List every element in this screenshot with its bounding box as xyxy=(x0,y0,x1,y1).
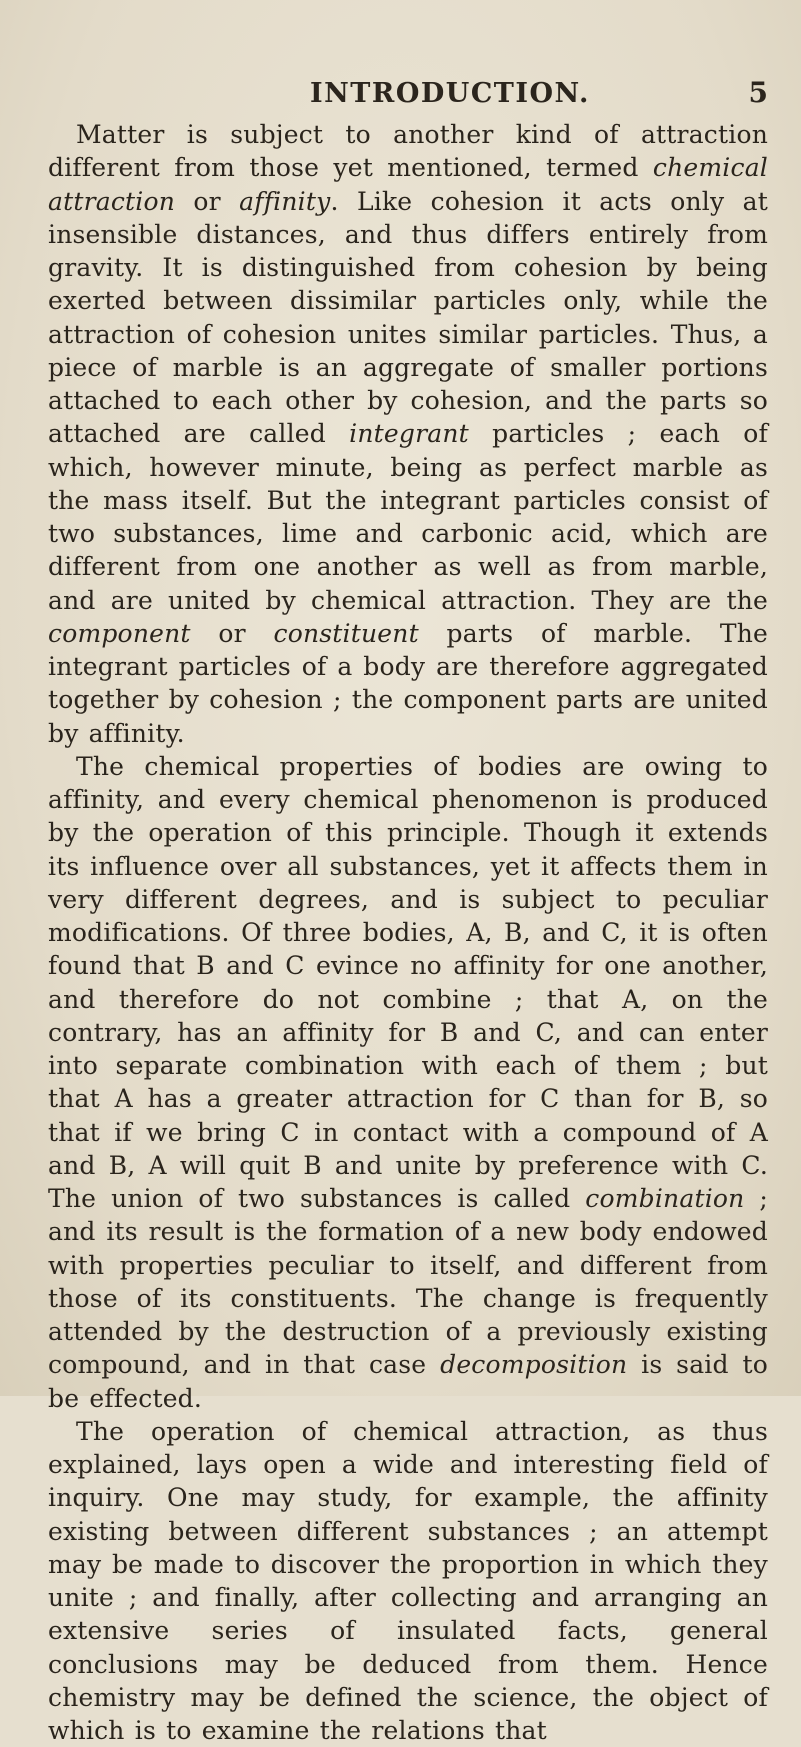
text-segment: The operation of chemical attraction, as thus explained, lays open a wide and interesting field of inquiry. One may study, for example, the affinity existing between different substances ; an attempt may be made to discover the proportion in which they unite ; and finally, after collecting and arranging an extensive series of insulated facts, general conclusions may be deduced from them. Hence chemistry may be defined the science, the object of which is to examine the relations that xyxy=(48,1416,768,1745)
text-segment: is said to be effected. xyxy=(48,1350,768,1413)
page-number: 5 xyxy=(748,76,768,109)
text-segment: ; and its result is the formation of a new body endowed with properties peculiar to itself, and different from those of its constituents. The change is frequently attended by the destruction of a previously existing compound, and in that case xyxy=(48,1184,768,1380)
paragraph-chemical-properties xyxy=(48,750,768,1415)
text-segment: or xyxy=(190,618,274,648)
italic-term: constituent xyxy=(273,618,419,648)
text-segment: parts of marble. The integrant particles of a body are therefore aggregated together by cohesion ; the component parts are united by affinity. xyxy=(48,618,768,748)
text-segment: Matter is subject to another kind of attraction different from those yet mentioned, termed xyxy=(48,120,768,183)
paragraph-affinity-definition xyxy=(48,118,768,750)
italic-term: combination xyxy=(585,1184,745,1213)
paragraph-field-of-inquiry xyxy=(48,1415,768,1747)
text-segment: or xyxy=(175,186,240,216)
italic-term: chemical attraction xyxy=(48,153,768,216)
running-title: INTRODUCTION. xyxy=(310,78,590,109)
text-segment: particles ; each of which, however minute, being as perfect marble as the mass itself. But the integrant particles consist of two substances, lime and carbonic acid, which are different from one another as well as from marble, and are united by chemical attraction. They are the xyxy=(48,419,768,615)
italic-term: affinity xyxy=(239,186,331,216)
italic-term: decomposition xyxy=(440,1350,628,1380)
italic-term: integrant xyxy=(349,419,469,449)
text-segment: The chemical properties of bodies are owing to affinity, and every chemical phenomenon is produced by the operation of this principle. Though it extends its influence over all substances, yet it affects them in very different degrees, and is subject to peculiar modifications. Of three bodies, A, B, and C, it is often found that B and C evince no affinity for one another, and therefore do not combine ; that A, on the contrary, has an affinity for B and C, and can enter into separate combination with each of them ; but that A has a greater attraction for C than for B, so that if we bring C in contact with a compound of A and B, A will quit B and unite by preference with C. The union of two substances is called xyxy=(48,751,768,1213)
body-text xyxy=(48,118,768,1747)
running-head xyxy=(48,78,768,112)
italic-term: component xyxy=(48,618,191,648)
text-segment: . Like cohesion it acts only at insensible distances, and thus differs entirely from gravity. It is distinguished from cohesion by being exerted between dissimilar particles only, while the attraction of cohesion unites similar particles. Thus, a piece of marble is an aggregate of smaller portions attached to each other by cohesion, and the parts so attached are called xyxy=(48,186,769,449)
